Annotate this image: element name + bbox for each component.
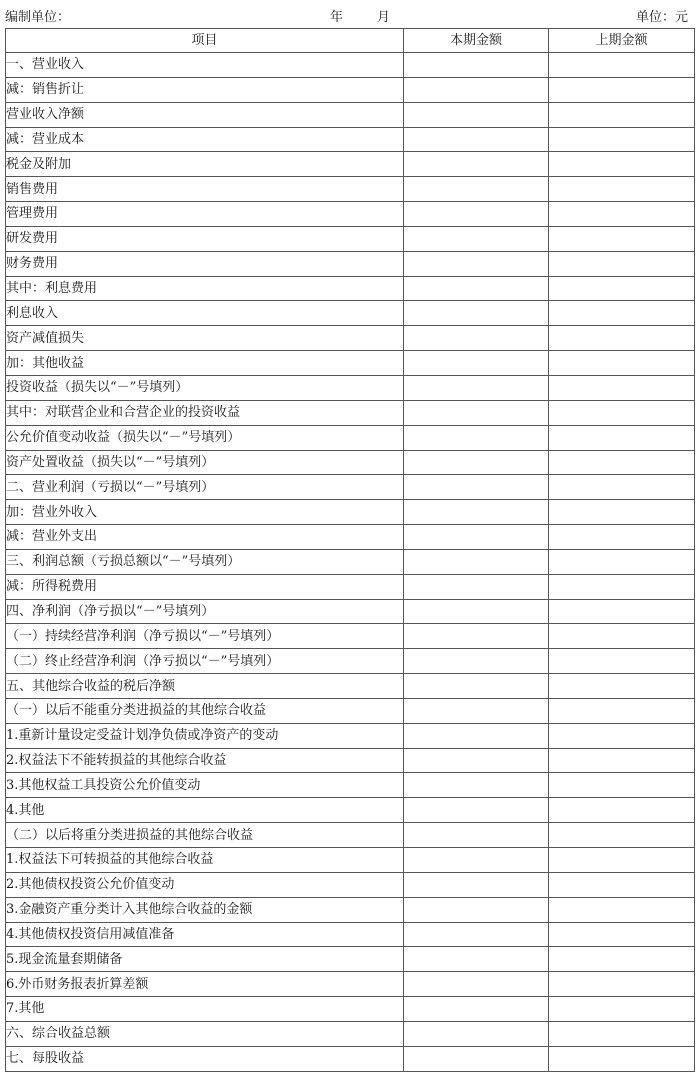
previous-amount-cell[interactable]	[549, 549, 695, 574]
current-amount-cell[interactable]	[404, 152, 549, 177]
current-amount-cell[interactable]	[404, 351, 549, 376]
current-amount-cell[interactable]	[404, 525, 549, 550]
row-item-label: 二、营业利润（亏损以“－”号填列）	[6, 475, 404, 500]
previous-amount-cell[interactable]	[549, 649, 695, 674]
current-amount-cell[interactable]	[404, 77, 549, 102]
table-row	[6, 848, 695, 873]
row-item-label: 四、净利润（净亏损以“－”号填列）	[6, 599, 404, 624]
table-row	[6, 77, 695, 102]
row-item-label: （一）持续经营净利润（净亏损以“－”号填列）	[6, 624, 404, 649]
current-amount-cell[interactable]	[404, 922, 549, 947]
previous-amount-cell[interactable]	[549, 276, 695, 301]
table-row	[6, 251, 695, 276]
current-amount-cell[interactable]	[404, 326, 549, 351]
income-statement-table	[5, 28, 695, 1072]
row-item-label: 其中：利息费用	[6, 276, 404, 301]
table-row	[6, 425, 695, 450]
table-row	[6, 649, 695, 674]
current-amount-cell[interactable]	[404, 276, 549, 301]
current-amount-cell[interactable]	[404, 823, 549, 848]
row-item-label: 4.其他债权投资信用减值准备	[6, 922, 404, 947]
preparing-unit-label: 编制单位：	[5, 10, 71, 25]
column-header-item: 项目	[6, 29, 404, 53]
current-amount-cell[interactable]	[404, 798, 549, 823]
table-row	[6, 102, 695, 127]
current-amount-cell[interactable]	[404, 251, 549, 276]
row-item-label: 税金及附加	[6, 152, 404, 177]
table-header-row	[6, 29, 695, 53]
table-row	[6, 177, 695, 202]
current-amount-cell[interactable]	[404, 674, 549, 699]
row-item-label: 2.其他债权投资公允价值变动	[6, 872, 404, 897]
current-amount-cell[interactable]	[404, 425, 549, 450]
row-item-label: 资产处置收益（损失以“－”号填列）	[6, 450, 404, 475]
row-item-label: 5.现金流量套期储备	[6, 947, 404, 972]
table-row	[6, 972, 695, 997]
previous-amount-cell[interactable]	[549, 500, 695, 525]
row-item-label: 4.其他	[6, 798, 404, 823]
row-item-label: （一）以后不能重分类进损益的其他综合收益	[6, 698, 404, 723]
current-amount-cell[interactable]	[404, 773, 549, 798]
current-amount-cell[interactable]	[404, 549, 549, 574]
row-item-label: 资产减值损失	[6, 326, 404, 351]
table-row	[6, 624, 695, 649]
current-amount-cell[interactable]	[404, 301, 549, 326]
previous-amount-cell[interactable]	[549, 972, 695, 997]
table-row	[6, 1046, 695, 1071]
previous-amount-cell[interactable]	[549, 375, 695, 400]
table-row	[6, 922, 695, 947]
previous-amount-cell[interactable]	[549, 947, 695, 972]
table-row	[6, 674, 695, 699]
previous-amount-cell[interactable]	[549, 798, 695, 823]
row-item-label: 加：营业外收入	[6, 500, 404, 525]
table-row	[6, 773, 695, 798]
previous-amount-cell[interactable]	[549, 525, 695, 550]
table-row	[6, 400, 695, 425]
row-item-label: 1.权益法下可转损益的其他综合收益	[6, 848, 404, 873]
row-item-label: 加：其他收益	[6, 351, 404, 376]
table-row	[6, 872, 695, 897]
currency-unit-label: 单位：元	[636, 10, 689, 25]
previous-amount-cell[interactable]	[549, 748, 695, 773]
row-item-label: 2.权益法下不能转损益的其他综合收益	[6, 748, 404, 773]
previous-amount-cell[interactable]	[549, 922, 695, 947]
table-row	[6, 500, 695, 525]
table-row	[6, 53, 695, 78]
previous-amount-cell[interactable]	[549, 698, 695, 723]
row-item-label: 销售费用	[6, 177, 404, 202]
row-item-label: 7.其他	[6, 997, 404, 1022]
previous-amount-cell[interactable]	[549, 177, 695, 202]
previous-amount-cell[interactable]	[549, 450, 695, 475]
current-amount-cell[interactable]	[404, 972, 549, 997]
table-row	[6, 202, 695, 227]
current-amount-cell[interactable]	[404, 102, 549, 127]
row-item-label: 研发费用	[6, 226, 404, 251]
year-label: 年	[330, 10, 344, 25]
table-body	[6, 53, 695, 1072]
row-item-label: 七、每股收益	[6, 1046, 404, 1071]
previous-amount-cell[interactable]	[549, 674, 695, 699]
current-amount-cell[interactable]	[404, 127, 549, 152]
current-amount-cell[interactable]	[404, 897, 549, 922]
row-item-label: 其中：对联营企业和合营企业的投资收益	[6, 400, 404, 425]
table-row	[6, 351, 695, 376]
table-row	[6, 723, 695, 748]
previous-amount-cell[interactable]	[549, 53, 695, 78]
table-row	[6, 1021, 695, 1046]
current-amount-cell[interactable]	[404, 202, 549, 227]
current-amount-cell[interactable]	[404, 177, 549, 202]
previous-amount-cell[interactable]	[549, 872, 695, 897]
row-item-label: 公允价值变动收益（损失以“－”号填列）	[6, 425, 404, 450]
row-item-label: 财务费用	[6, 251, 404, 276]
current-amount-cell[interactable]	[404, 723, 549, 748]
previous-amount-cell[interactable]	[549, 897, 695, 922]
table-row	[6, 997, 695, 1022]
row-item-label: 一、营业收入	[6, 53, 404, 78]
current-amount-cell[interactable]	[404, 500, 549, 525]
previous-amount-cell[interactable]	[549, 102, 695, 127]
row-item-label: 1.重新计量设定受益计划净负债或净资产的变动	[6, 723, 404, 748]
table-row	[6, 823, 695, 848]
table-row	[6, 574, 695, 599]
current-amount-cell[interactable]	[404, 375, 549, 400]
current-amount-cell[interactable]	[404, 947, 549, 972]
current-amount-cell[interactable]	[404, 872, 549, 897]
previous-amount-cell[interactable]	[549, 823, 695, 848]
previous-amount-cell[interactable]	[549, 574, 695, 599]
previous-amount-cell[interactable]	[549, 475, 695, 500]
table-row	[6, 276, 695, 301]
current-amount-cell[interactable]	[404, 997, 549, 1022]
previous-amount-cell[interactable]	[549, 1021, 695, 1046]
table-row	[6, 947, 695, 972]
column-header-current: 本期金额	[404, 29, 549, 53]
column-header-previous: 上期金额	[549, 29, 695, 53]
previous-amount-cell[interactable]	[549, 301, 695, 326]
current-amount-cell[interactable]	[404, 475, 549, 500]
current-amount-cell[interactable]	[404, 1021, 549, 1046]
current-amount-cell[interactable]	[404, 649, 549, 674]
previous-amount-cell[interactable]	[549, 997, 695, 1022]
previous-amount-cell[interactable]	[549, 773, 695, 798]
previous-amount-cell[interactable]	[549, 127, 695, 152]
previous-amount-cell[interactable]	[549, 848, 695, 873]
previous-amount-cell[interactable]	[549, 326, 695, 351]
previous-amount-cell[interactable]	[549, 202, 695, 227]
table-row	[6, 127, 695, 152]
row-item-label: 3.金融资产重分类计入其他综合收益的金额	[6, 897, 404, 922]
previous-amount-cell[interactable]	[549, 251, 695, 276]
period-label	[330, 6, 390, 25]
current-amount-cell[interactable]	[404, 226, 549, 251]
previous-amount-cell[interactable]	[549, 152, 695, 177]
row-item-label: 利息收入	[6, 301, 404, 326]
row-item-label: 减：营业外支出	[6, 525, 404, 550]
table-row	[6, 152, 695, 177]
statement-header	[0, 0, 698, 28]
table-row	[6, 301, 695, 326]
previous-amount-cell[interactable]	[549, 723, 695, 748]
row-item-label: 三、利润总额（亏损总额以“－”号填列）	[6, 549, 404, 574]
previous-amount-cell[interactable]	[549, 624, 695, 649]
row-item-label: 投资收益（损失以“－”号填列）	[6, 375, 404, 400]
table-row	[6, 748, 695, 773]
table-row	[6, 599, 695, 624]
current-amount-cell[interactable]	[404, 848, 549, 873]
current-amount-cell[interactable]	[404, 400, 549, 425]
row-item-label: 减：销售折让	[6, 77, 404, 102]
row-item-label: 减：所得税费用	[6, 574, 404, 599]
previous-amount-cell[interactable]	[549, 1046, 695, 1071]
current-amount-cell[interactable]	[404, 698, 549, 723]
table-row	[6, 326, 695, 351]
table-row	[6, 798, 695, 823]
previous-amount-cell[interactable]	[549, 599, 695, 624]
previous-amount-cell[interactable]	[549, 351, 695, 376]
table-row	[6, 525, 695, 550]
row-item-label: （二）终止经营净利润（净亏损以“－”号填列）	[6, 649, 404, 674]
row-item-label: （二）以后将重分类进损益的其他综合收益	[6, 823, 404, 848]
previous-amount-cell[interactable]	[549, 77, 695, 102]
table-row	[6, 475, 695, 500]
table-row	[6, 897, 695, 922]
row-item-label: 减：营业成本	[6, 127, 404, 152]
current-amount-cell[interactable]	[404, 450, 549, 475]
current-amount-cell[interactable]	[404, 748, 549, 773]
current-amount-cell[interactable]	[404, 599, 549, 624]
current-amount-cell[interactable]	[404, 53, 549, 78]
table-row	[6, 375, 695, 400]
row-item-label: 六、综合收益总额	[6, 1021, 404, 1046]
table-row	[6, 450, 695, 475]
table-row	[6, 549, 695, 574]
row-item-label: 五、其他综合收益的税后净额	[6, 674, 404, 699]
previous-amount-cell[interactable]	[549, 425, 695, 450]
row-item-label: 3.其他权益工具投资公允价值变动	[6, 773, 404, 798]
row-item-label: 6.外币财务报表折算差额	[6, 972, 404, 997]
current-amount-cell[interactable]	[404, 574, 549, 599]
row-item-label: 管理费用	[6, 202, 404, 227]
current-amount-cell[interactable]	[404, 624, 549, 649]
previous-amount-cell[interactable]	[549, 400, 695, 425]
month-label: 月	[377, 10, 391, 25]
previous-amount-cell[interactable]	[549, 226, 695, 251]
table-row	[6, 698, 695, 723]
row-item-label: 营业收入净额	[6, 102, 404, 127]
current-amount-cell[interactable]	[404, 1046, 549, 1071]
table-row	[6, 226, 695, 251]
